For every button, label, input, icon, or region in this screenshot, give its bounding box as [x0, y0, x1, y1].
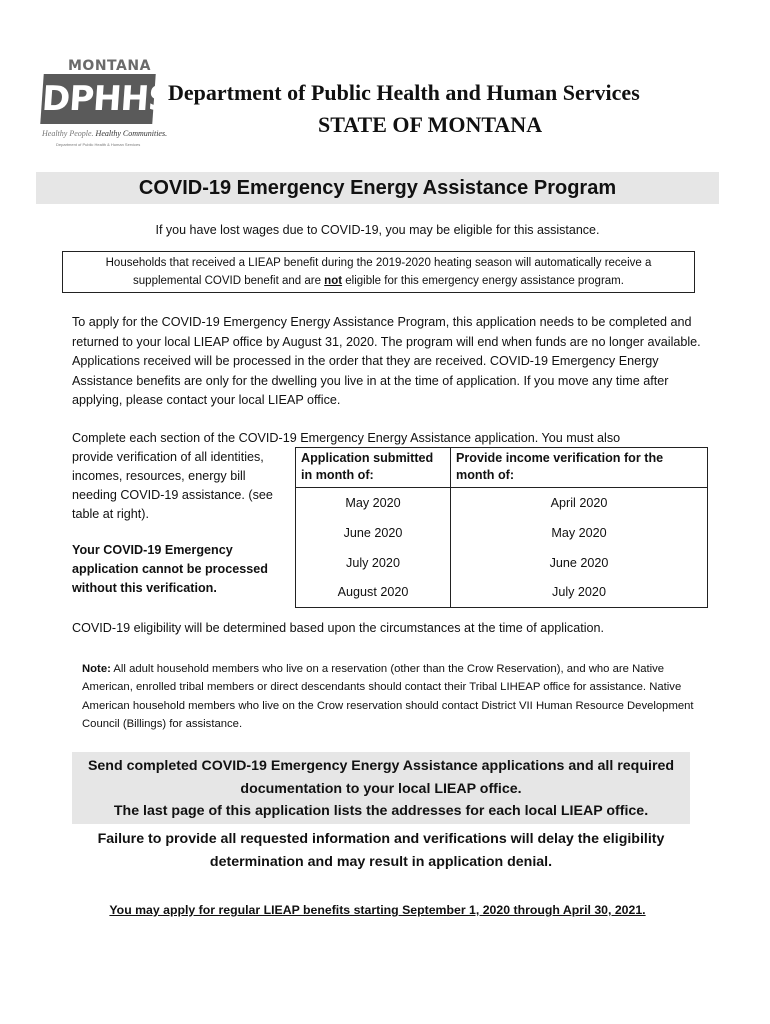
send-instructions-line-2: The last page of this application lists the addresses for each local LIEAP office.: [113, 803, 649, 819]
note-label: Note:: [82, 663, 111, 675]
logo-dept-small: Department of Public Health & Human Services: [56, 142, 141, 147]
table-cell: June 2020: [296, 518, 451, 548]
table-cell: April 2020: [451, 488, 708, 518]
liheap-notice-box: [62, 251, 695, 293]
state-heading: STATE OF MONTANA: [318, 112, 543, 137]
table-cell: June 2020: [451, 548, 708, 578]
send-instructions-line-1: Send completed COVID-19 Emergency Energy Assistance applications and all required documentation to your local LIEAP office.: [87, 758, 675, 797]
logo-state: MONTANA: [68, 58, 151, 74]
failure-warning: Failure to provide all requested information and verifications will delay the eligibility determination and may result in application denial.: [97, 831, 665, 870]
table-row: [296, 488, 708, 518]
verification-warning: Your COVID-19 Emergency application cannot be processed without this verification.: [72, 543, 268, 595]
table-header: Application submitted in month of:: [296, 448, 451, 488]
notice-line-1: Households that received a LIEAP benefit during the 2019-2020 heating season will automatically receive a: [105, 257, 652, 269]
table-cell: May 2020: [296, 488, 451, 518]
table-row: [296, 518, 708, 548]
dphhs-logo: [38, 58, 173, 150]
table-row: [296, 548, 708, 578]
logo-tagline: Healthy People. Healthy Communities.: [42, 129, 168, 138]
lost-wages-text: If you have lost wages due to COVID-19, you may be eligible for this assistance.: [155, 223, 600, 237]
table-cell: July 2020: [296, 548, 451, 578]
logo-mark: DPHHS: [40, 74, 155, 124]
table-header: Provide income verification for the month of:: [451, 448, 708, 488]
table-cell: May 2020: [451, 518, 708, 548]
program-title: COVID-19 Emergency Energy Assistance Program: [36, 172, 719, 204]
table-cell: July 2020: [451, 578, 708, 608]
table-cell: August 2020: [296, 578, 451, 608]
verification-text: provide verification of all identities, incomes, resources, energy bill needing COVID-19 assistance. (see table at right).: [72, 450, 273, 521]
department-heading: Department of Public Health and Human Services: [168, 80, 640, 105]
table-row: [296, 578, 708, 608]
complete-sections-text: Complete each section of the COVID-19 Emergency Energy Assistance application. You must also: [72, 431, 621, 445]
note-text: All adult household members who live on a reservation (other than the Crow Reservation), and who are Native American, enrolled tribal members or direct descendants should contact their Tribal LIHEAP office for assistance. Native American household members who live on the Crow reservation should contact District VII Human Resource Development Council (Billings) for assistance.: [82, 663, 694, 731]
apply-instructions: To apply for the COVID-19 Emergency Energy Assistance Program, this application needs to be completed and returned to your local LIEAP office by August 31, 2020. The program will end when funds are no longer available. Applications received will be processed in the order that they are received. COVID-19 Emergency Energy Assistance benefits are only for the dwelling you live in at the time of application. If you move any time after applying, please contact your local LIEAP office.: [72, 315, 701, 407]
table-header-row: [296, 448, 708, 488]
verification-month-table: [295, 447, 708, 608]
eligibility-text: COVID-19 eligibility will be determined based upon the circumstances at the time of application.: [72, 621, 605, 635]
notice-line-2: supplemental COVID benefit and are not eligible for this emergency energy assistance program.: [133, 275, 624, 287]
note-paragraph: [82, 660, 707, 734]
regular-lieap-dates: You may apply for regular LIEAP benefits starting September 1, 2020 through April 30, 2021.: [109, 903, 646, 917]
